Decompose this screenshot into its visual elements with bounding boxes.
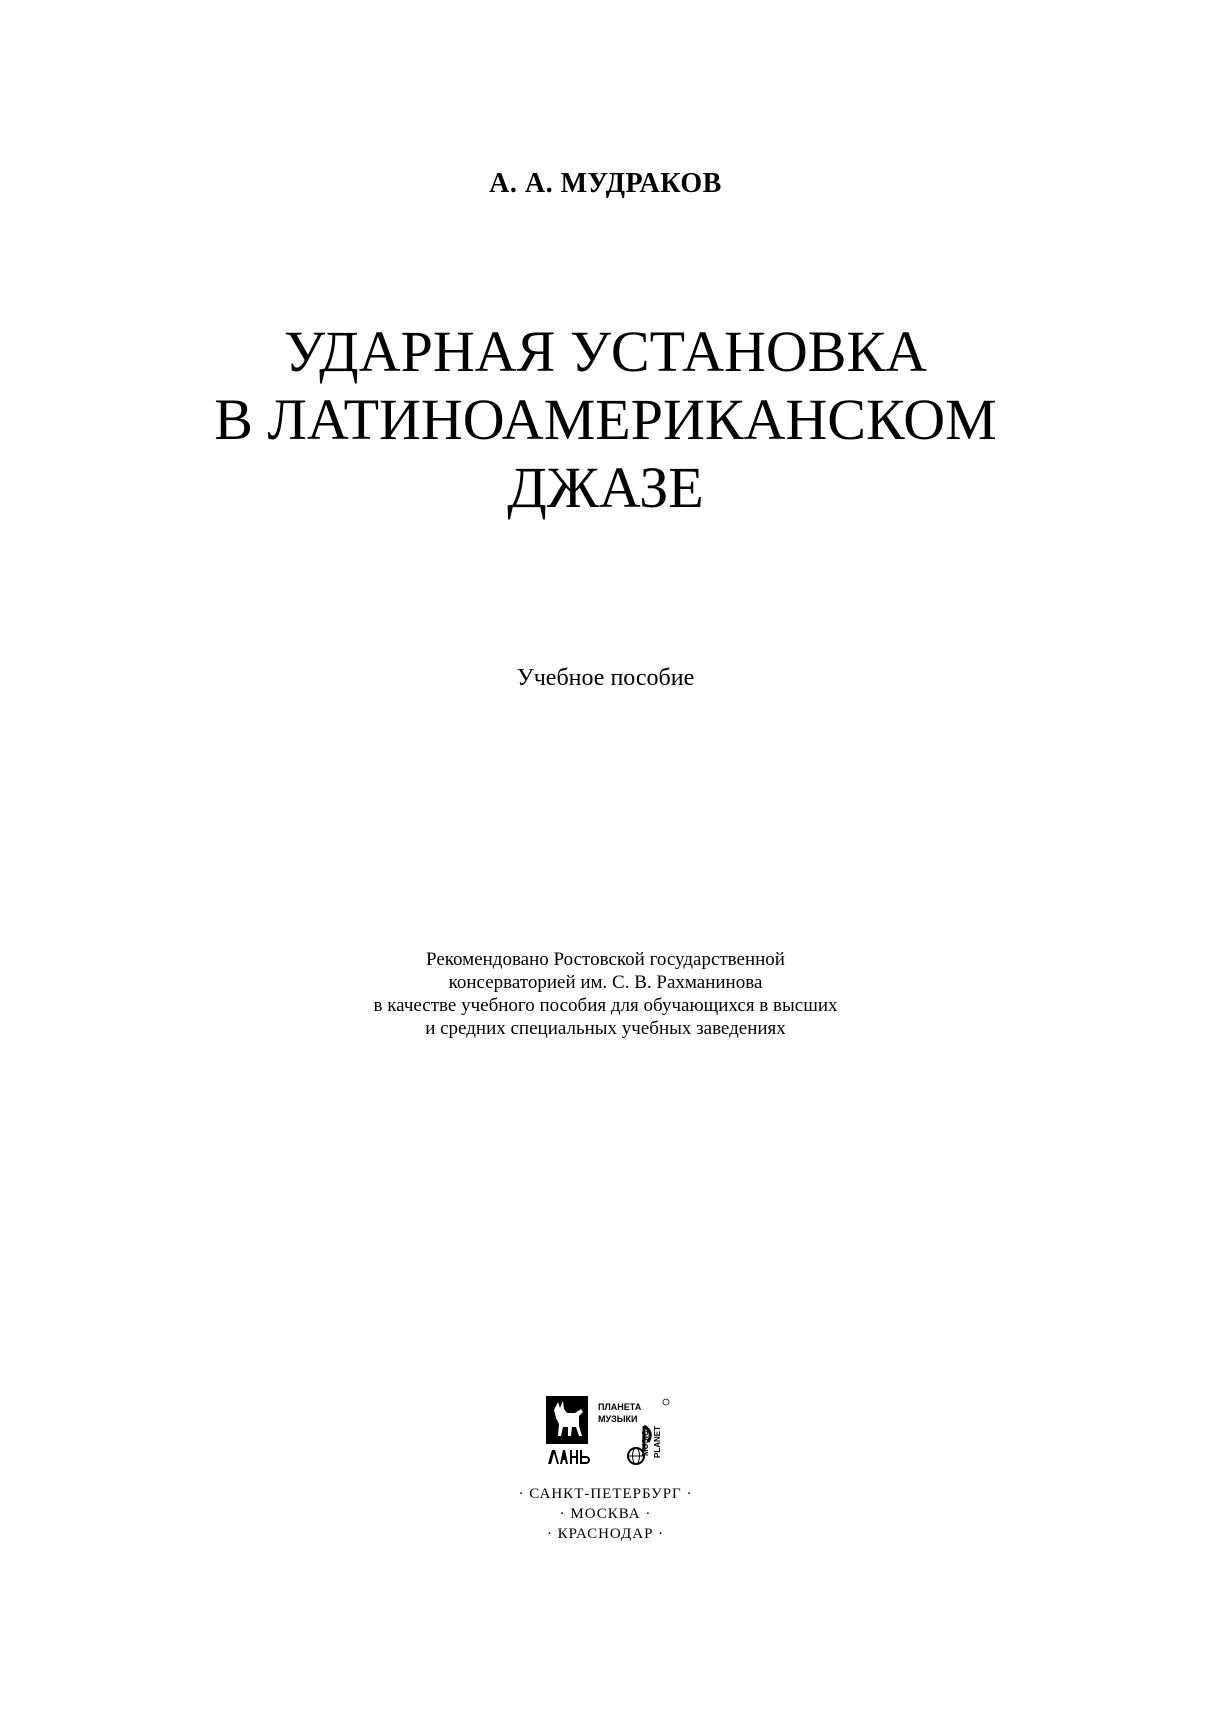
music-planet-logo — [598, 1399, 669, 1464]
book-subtitle: Учебное пособие — [516, 665, 695, 691]
lan-logo-lettering — [548, 1450, 590, 1464]
city-line: · КРАСНОДАР · — [546, 1526, 665, 1542]
recommendation-line: и средних специальных учебных заведениях — [425, 1018, 786, 1039]
author-name: А. А. МУДРАКОВ — [489, 168, 722, 199]
deer-logo-icon — [546, 1396, 588, 1444]
recommendation-line: консерваторией им. С. В. Рахманинова — [448, 972, 763, 993]
publisher-logo-graphic — [540, 1392, 680, 1472]
book-title — [0, 318, 1211, 522]
svg-text:PLANET: PLANET — [653, 1426, 662, 1458]
city-line: · МОСКВА · — [559, 1506, 652, 1522]
svg-text:MUSIC: MUSIC — [641, 1430, 650, 1456]
publisher-logos — [540, 1392, 680, 1472]
recommendation-text — [0, 948, 1211, 1040]
publisher-cities — [0, 1484, 1211, 1544]
recommendation-line: в качестве учебного пособия для обучающихся в высших — [373, 995, 838, 1016]
book-title-line: В ЛАТИНОАМЕРИКАНСКОМ — [214, 387, 997, 452]
recommendation-line: Рекомендовано Ростовской государственной — [426, 949, 785, 970]
svg-text:ПЛАНЕТА: ПЛАНЕТА — [598, 1402, 642, 1412]
svg-text:МУЗЫКИ: МУЗЫКИ — [598, 1414, 638, 1424]
city-line: · САНКТ-ПЕТЕРБУРГ · — [518, 1486, 693, 1502]
book-title-line: ДЖАЗЕ — [507, 455, 704, 520]
book-title-line: УДАРНАЯ УСТАНОВКА — [283, 319, 928, 384]
